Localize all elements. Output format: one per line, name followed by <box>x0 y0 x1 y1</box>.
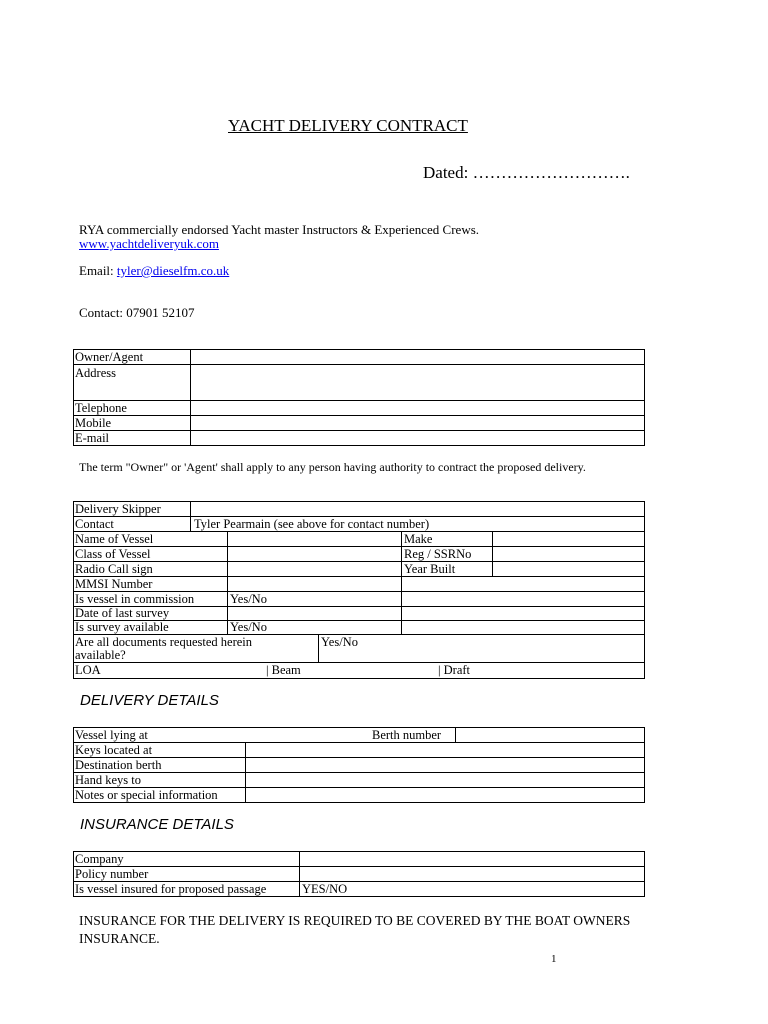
in-commission-label: Is vessel in commission <box>75 592 195 606</box>
insurance-notice-line2: INSURANCE. <box>79 931 160 946</box>
mobile-label: Mobile <box>75 416 112 430</box>
name-of-vessel-label: Name of Vessel <box>75 532 154 546</box>
berth-number-label: Berth number <box>372 728 442 742</box>
insured-value: YES/NO <box>302 882 348 896</box>
hand-keys-to-label: Hand keys to <box>75 773 141 787</box>
documents-label-line2: available? <box>75 648 126 662</box>
owner-agent-label: Owner/Agent <box>75 350 144 364</box>
policy-number-label: Policy number <box>75 867 149 881</box>
delivery-skipper-label: Delivery Skipper <box>75 502 161 516</box>
reg-label: Reg / SSRNo <box>404 547 472 561</box>
company-label: Company <box>75 852 124 866</box>
insurance-notice-line1: INSURANCE FOR THE DELIVERY IS REQUIRED TO BE COVERED BY THE BOAT OWNERS <box>79 913 631 928</box>
telephone-label: Telephone <box>75 401 127 415</box>
documents-value: Yes/No <box>321 635 358 649</box>
draft-label: | Draft <box>438 663 471 677</box>
in-commission-value: Yes/No <box>230 592 267 606</box>
contact-value: Tyler Pearmain (see above for contact number) <box>194 517 430 531</box>
mmsi-label: MMSI Number <box>75 577 153 591</box>
website-link[interactable]: www.yachtdeliveryuk.com <box>79 236 219 251</box>
documents-label-line1: Are all documents requested herein <box>75 635 253 649</box>
loa-label: LOA <box>75 663 101 677</box>
insurance-details-heading: INSURANCE DETAILS <box>80 816 234 833</box>
class-of-vessel-label: Class of Vessel <box>75 547 151 561</box>
dated-line: Dated: ………………………. <box>423 163 630 182</box>
keys-located-label: Keys located at <box>75 743 153 757</box>
delivery-details-heading: DELIVERY DETAILS <box>80 692 219 709</box>
email-link[interactable]: tyler@dieselfm.co.uk <box>116 263 230 278</box>
contract-title: YACHT DELIVERY CONTRACT <box>228 116 468 135</box>
survey-available-value: Yes/No <box>230 620 267 634</box>
page-number: 1 <box>551 953 557 965</box>
intro-text: RYA commercially endorsed Yacht master Instructors & Experienced Crews. <box>79 222 480 237</box>
survey-available-label: Is survey available <box>75 620 169 634</box>
last-survey-label: Date of last survey <box>75 606 170 620</box>
address-label: Address <box>75 366 116 380</box>
insured-question-label: Is vessel insured for proposed passage <box>75 882 267 896</box>
email-label: Email: <box>79 263 117 278</box>
owner-note: The term "Owner" or 'Agent' shall apply to any person having authority to contract the proposed delivery. <box>79 460 586 474</box>
notes-label: Notes or special information <box>75 788 218 802</box>
beam-label: | Beam <box>266 663 301 677</box>
contact-label: Contact <box>75 517 114 531</box>
contact-line: Contact: 07901 52107 <box>79 305 195 320</box>
radio-call-sign-label: Radio Call sign <box>75 562 153 576</box>
vessel-lying-at-label: Vessel lying at <box>75 728 148 742</box>
make-label: Make <box>404 532 433 546</box>
destination-berth-label: Destination berth <box>75 758 162 772</box>
email-row-label: E-mail <box>75 431 110 445</box>
year-built-label: Year Built <box>404 562 456 576</box>
email-line <box>79 263 229 278</box>
